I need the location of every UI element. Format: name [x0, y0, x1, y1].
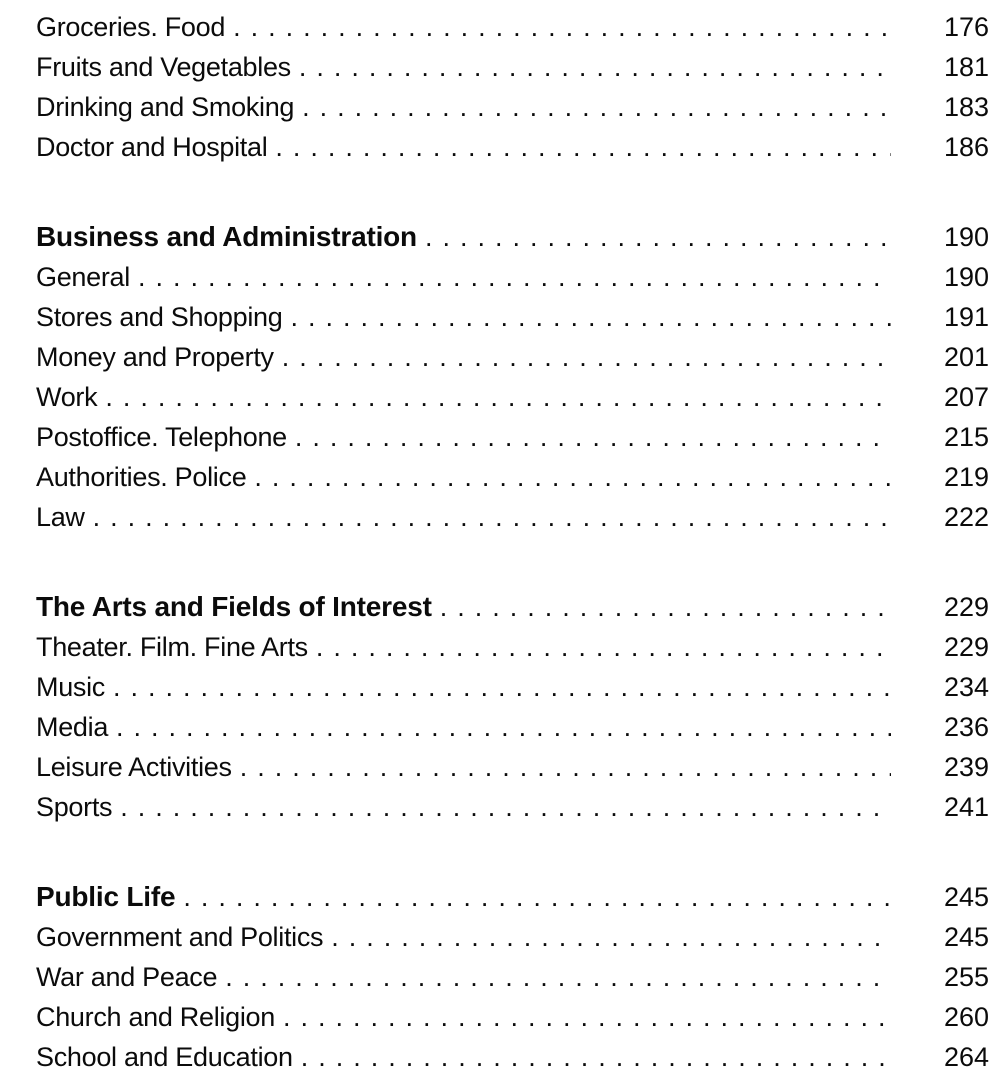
- toc-entry-label: Work: [36, 382, 98, 412]
- toc-entry-label: Fruits and Vegetables: [36, 52, 291, 82]
- toc-entry: [36, 337, 989, 377]
- toc-entry: [36, 47, 989, 87]
- toc-entry-page: 241: [943, 792, 989, 822]
- toc-entry-label: Sports: [36, 792, 113, 822]
- toc-entry-page: 234: [943, 672, 989, 702]
- toc-entry-page: 219: [943, 462, 989, 492]
- dot-leader: [295, 417, 891, 457]
- dot-leader: [282, 337, 891, 377]
- toc-entry-page: 236: [943, 712, 989, 742]
- toc-entry: [36, 667, 989, 707]
- toc-entry-page: 176: [943, 12, 989, 42]
- toc-entry-label: General: [36, 262, 130, 292]
- dot-leader: [283, 997, 891, 1037]
- toc-entry-page: 190: [943, 262, 989, 292]
- toc-entry-page: 190: [943, 222, 989, 252]
- toc-entry-label: Authorities. Police: [36, 462, 247, 492]
- toc-entry-label: Church and Religion: [36, 1002, 275, 1032]
- toc-entry-page: 201: [943, 342, 989, 372]
- toc-entry-label: Business and Administration: [36, 221, 417, 252]
- toc-entry-label: School and Education: [36, 1042, 293, 1072]
- toc-entry: [36, 417, 989, 457]
- dot-leader: [225, 957, 891, 997]
- toc-entry: [36, 627, 989, 667]
- toc-entry-page: 191: [943, 302, 989, 332]
- toc-entry-label: Leisure Activities: [36, 752, 232, 782]
- dot-leader: [138, 257, 891, 297]
- toc-entry-page: 255: [943, 962, 989, 992]
- toc-entry: [36, 87, 989, 127]
- dot-leader: [120, 787, 891, 827]
- dot-leader: [316, 627, 891, 667]
- dot-leader: [105, 377, 891, 417]
- dot-leader: [331, 917, 891, 957]
- dot-leader: [183, 877, 891, 917]
- toc-entry: [36, 587, 989, 627]
- toc-entry: [36, 7, 989, 47]
- toc-entry-page: 207: [943, 382, 989, 412]
- toc-entry-label: Groceries. Food: [36, 12, 226, 42]
- toc-entry-label: Money and Property: [36, 342, 274, 372]
- toc-entry: [36, 957, 989, 997]
- toc-entry-label: Stores and Shopping: [36, 302, 283, 332]
- toc-entry: [36, 297, 989, 337]
- toc-entry-page: 264: [943, 1042, 989, 1072]
- toc-entry-page: 229: [943, 592, 989, 622]
- dot-leader: [93, 497, 891, 537]
- toc-entry-label: Media: [36, 712, 109, 742]
- toc-entry: [36, 747, 989, 787]
- toc-entry-label: Theater. Film. Fine Arts: [36, 632, 308, 662]
- dot-leader: [116, 707, 891, 747]
- toc-entry: [36, 127, 989, 167]
- toc-entry-label: War and Peace: [36, 962, 218, 992]
- toc-entry-label: Postoffice. Telephone: [36, 422, 287, 452]
- toc-entry: [36, 917, 989, 957]
- toc-entry-page: 245: [943, 922, 989, 952]
- dot-leader: [113, 667, 891, 707]
- dot-leader: [240, 747, 891, 787]
- toc-entry-label: Law: [36, 502, 85, 532]
- toc-entry-page: 245: [943, 882, 989, 912]
- toc-entry-page: 181: [943, 52, 989, 82]
- toc-entry-page: 260: [943, 1002, 989, 1032]
- toc-entry-label: Government and Politics: [36, 922, 324, 952]
- toc-entry: [36, 997, 989, 1037]
- dot-leader: [302, 87, 891, 127]
- dot-leader: [299, 47, 891, 87]
- toc-entry: [36, 217, 989, 257]
- toc-entry-page: 229: [943, 632, 989, 662]
- toc-entry-label: The Arts and Fields of Interest: [36, 591, 432, 622]
- toc-entry-page: 186: [943, 132, 989, 162]
- toc-entry-page: 215: [943, 422, 989, 452]
- toc-entry: [36, 707, 989, 747]
- toc-entry: [36, 1037, 989, 1077]
- toc-entry: [36, 377, 989, 417]
- dot-leader: [425, 217, 891, 257]
- toc-entry-label: Public Life: [36, 881, 176, 912]
- toc-entry-page: 222: [943, 502, 989, 532]
- toc-entry-label: Doctor and Hospital: [36, 132, 268, 162]
- toc-entry: [36, 877, 989, 917]
- toc-entry: [36, 257, 989, 297]
- dot-leader: [440, 587, 891, 627]
- dot-leader: [291, 297, 892, 337]
- dot-leader: [233, 7, 891, 47]
- toc-entry: [36, 787, 989, 827]
- toc-entry: [36, 497, 989, 537]
- toc-entry-page: 239: [943, 752, 989, 782]
- dot-leader: [301, 1037, 891, 1077]
- toc-entry-label: Music: [36, 672, 106, 702]
- dot-leader: [254, 457, 891, 497]
- toc-entry-label: Drinking and Smoking: [36, 92, 295, 122]
- dot-leader: [275, 127, 891, 167]
- toc-entry: [36, 457, 989, 497]
- toc-entry-page: 183: [943, 92, 989, 122]
